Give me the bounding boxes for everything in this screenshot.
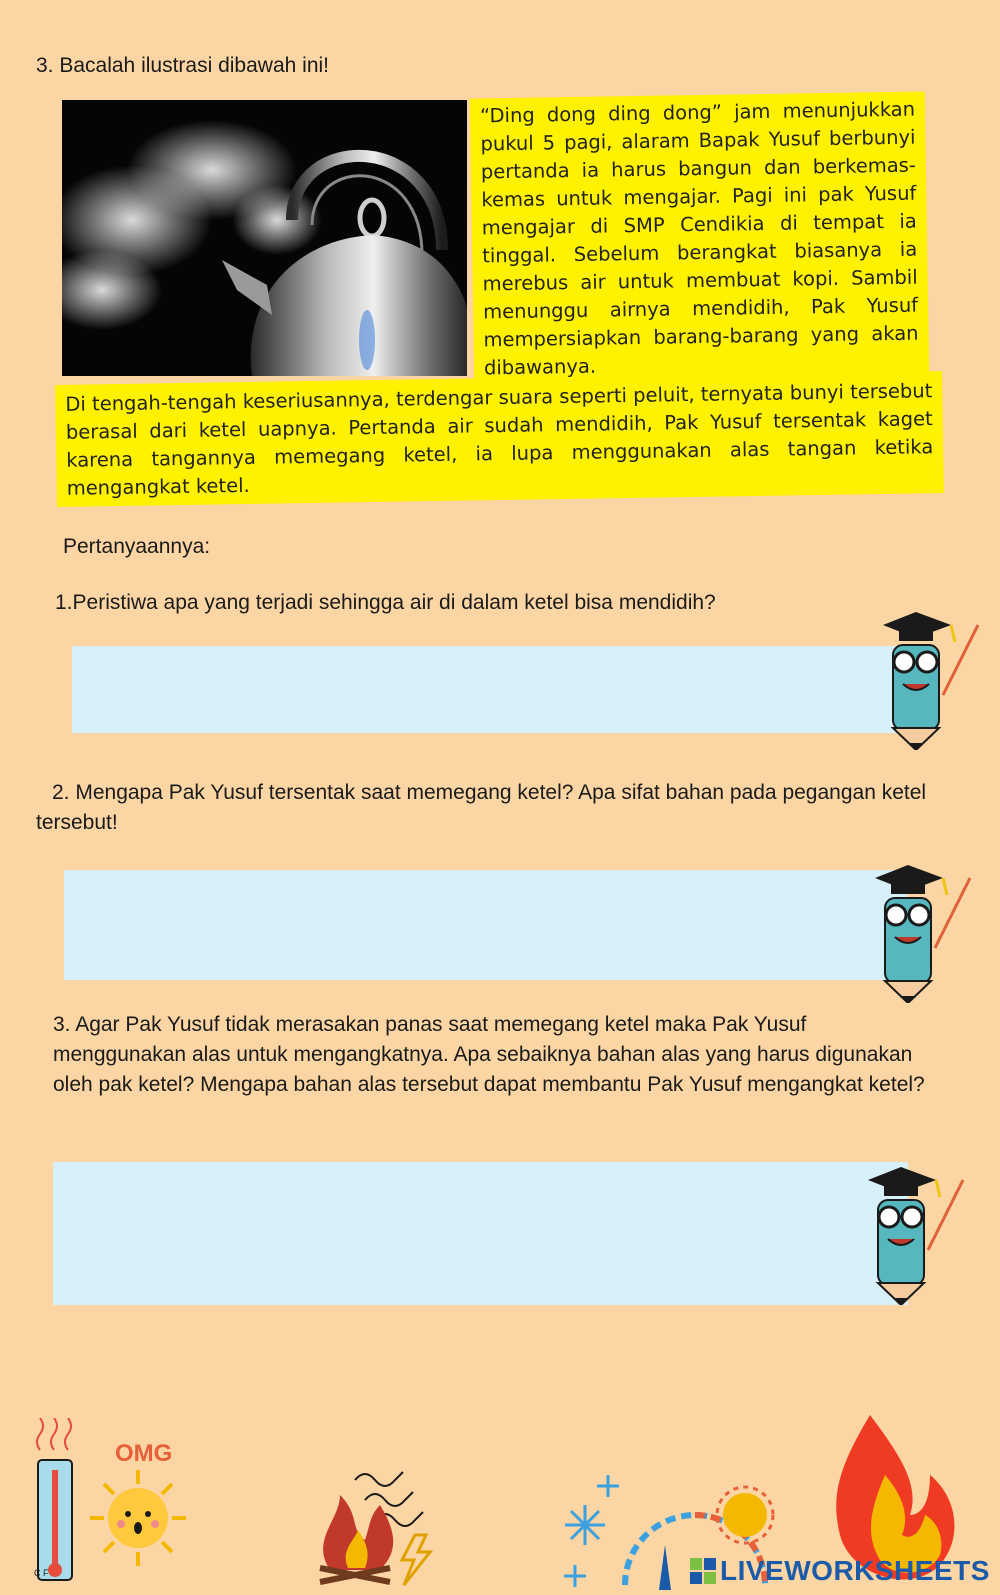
thermometer-icon bbox=[30, 1418, 90, 1588]
omg-text: OMG bbox=[115, 1440, 173, 1467]
snowflake-icon bbox=[560, 1475, 620, 1590]
pencil-mascot-icon bbox=[858, 1155, 968, 1305]
steaming-kettle-icon bbox=[62, 100, 467, 376]
story-paragraph-1: “Ding dong ding dong” jam menunjukkan pukul 5 pagi, alaram Bapak Yusuf berbunyi pertanda ia harus bangun dan berkemas-kemas untuk mengajar. Pagi ini pak Yusuf mengajar di SMP Cendikia di tempat ia tinggal. Sebelum berangkat biasanya ia merebus air untuk membuat kopi. Sambil menunggu airnya mendidih, Pak Yusuf mempersiapkan barang-barang yang akan dibawanya. bbox=[470, 91, 929, 384]
pencil-mascot-icon bbox=[873, 600, 983, 750]
question-1: 1.Peristiwa apa yang terjadi sehingga air di dalam ketel bisa mendidih? bbox=[55, 591, 716, 614]
answer-box-1[interactable] bbox=[72, 646, 914, 733]
liveworksheets-logo-icon bbox=[690, 1558, 716, 1584]
exercise-heading: 3. Bacalah ilustrasi dibawah ini! bbox=[36, 54, 329, 77]
question-3: 3. Agar Pak Yusuf tidak merasakan panas saat memegang ketel maka Pak Yusuf menggunakan alas untuk mengangkatnya. Apa sebaiknya bahan alas yang harus digunakan oleh pak ketel? Mengapa bahan alas tersebut dapat membantu Pak Yusuf mengangkat ketel? bbox=[53, 1013, 925, 1096]
thermometer-scale: C F bbox=[34, 1568, 49, 1578]
hot-sun-face-icon bbox=[88, 1468, 188, 1568]
questions-label: Pertanyaannya: bbox=[63, 535, 211, 558]
answer-box-3[interactable] bbox=[53, 1162, 908, 1305]
campfire-icon bbox=[310, 1440, 450, 1590]
answer-box-2[interactable] bbox=[64, 870, 907, 980]
question-2: 2. Mengapa Pak Yusuf tersentak saat memegang ketel? Apa sifat bahan pada pegangan ketel tersebut! bbox=[36, 781, 927, 834]
liveworksheets-watermark[interactable]: LIVEWORKSHEETS bbox=[720, 1555, 990, 1586]
pencil-mascot-icon bbox=[865, 853, 975, 1003]
kettle-photo bbox=[62, 100, 467, 376]
story-paragraph-2: Di tengah-tengah keseriusannya, terdengar suara seperti peluit, ternyata bunyi tersebut berasal dari ketel uapnya. Pertanda air sudah mendidih, Pak Yusuf tersentak kaget karena tangannya memegang ketel, ia lupa menggunakan alas tangan ketika mengangkat ketel. bbox=[55, 371, 944, 507]
